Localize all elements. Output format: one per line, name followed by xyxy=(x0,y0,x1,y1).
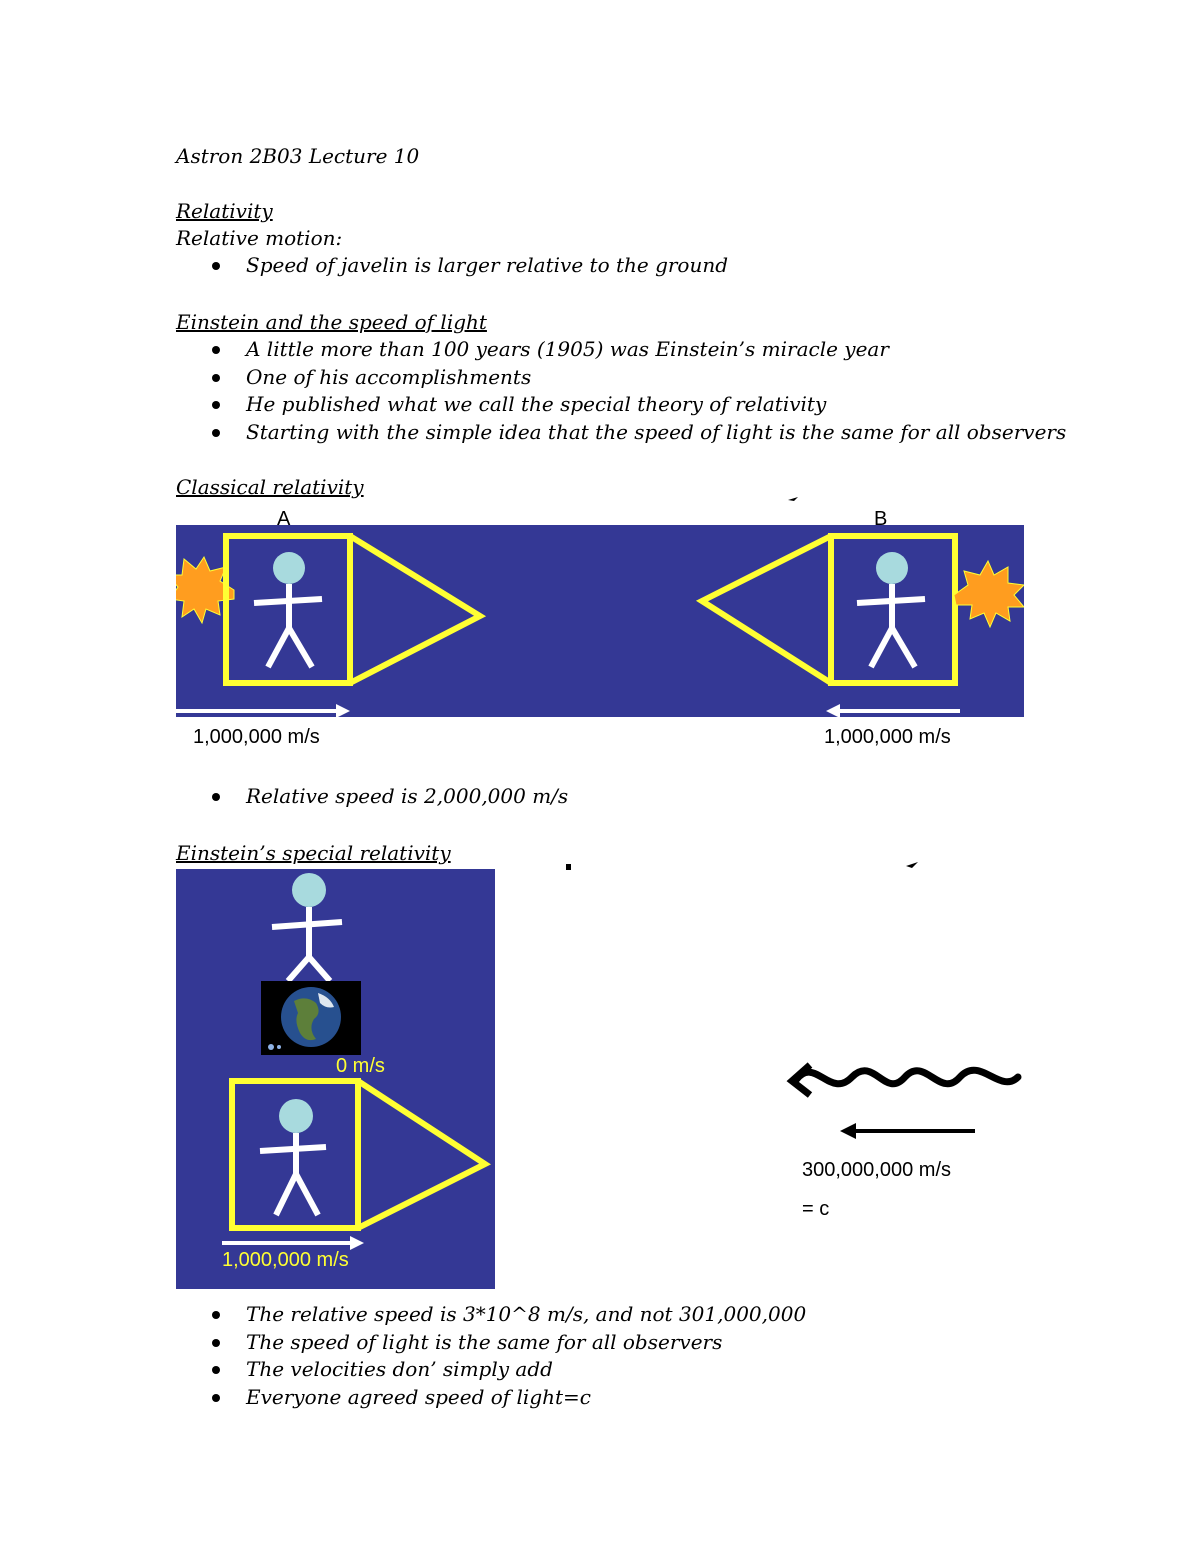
speed-label-right: 1,000,000 m/s xyxy=(824,726,951,748)
ship-b-label: B xyxy=(874,508,888,530)
classical-list xyxy=(176,783,568,811)
list-item: Starting with the simple idea that the speed of light is the same for all observers xyxy=(176,419,1066,447)
special-relativity-figure xyxy=(176,869,495,1289)
earth-speed-label: 0 m/s xyxy=(336,1055,385,1077)
section-heading-special: Einstein’s special relativity xyxy=(176,841,451,865)
section-heading-classical: Classical relativity xyxy=(176,475,364,499)
ship-a-label: A xyxy=(277,508,291,530)
light-wave-icon xyxy=(796,1070,1018,1084)
list-item: Everyone agreed speed of light=c xyxy=(176,1384,806,1412)
relative-motion-list xyxy=(176,252,728,280)
einstein-list xyxy=(176,336,1066,446)
list-item: The velocities don’ simply add xyxy=(176,1356,806,1384)
list-item: The speed of light is the same for all observers xyxy=(176,1329,806,1357)
light-speed-equals-c: = c xyxy=(802,1198,830,1220)
list-item: He published what we call the special theory of relativity xyxy=(176,391,1066,419)
speed-label-left: 1,000,000 m/s xyxy=(193,726,320,748)
arrowhead-icon xyxy=(792,1065,810,1095)
light-wave-figure xyxy=(780,1055,1030,1145)
list-item: Relative speed is 2,000,000 m/s xyxy=(176,783,568,811)
section-heading-einstein: Einstein and the speed of light xyxy=(176,310,487,334)
light-speed-label: 300,000,000 m/s xyxy=(802,1159,951,1181)
list-item: A little more than 100 years (1905) was Einstein’s miracle year xyxy=(176,336,1066,364)
arrow-left-icon xyxy=(840,1123,975,1139)
section-heading-relativity: Relativity xyxy=(176,199,273,223)
list-item: One of his accomplishments xyxy=(176,364,1066,392)
special-list xyxy=(176,1301,806,1411)
ship-speed-label: 1,000,000 m/s xyxy=(222,1249,349,1271)
stray-marks xyxy=(560,858,940,878)
list-item: Speed of javelin is larger relative to the ground xyxy=(176,252,728,280)
list-item: The relative speed is 3*10^8 m/s, and not 301,000,000 xyxy=(176,1301,806,1329)
document-title: Astron 2B03 Lecture 10 xyxy=(176,144,420,168)
stray-mark xyxy=(788,497,798,501)
classical-relativity-figure xyxy=(176,495,1024,725)
relative-motion-label: Relative motion: xyxy=(176,226,343,250)
